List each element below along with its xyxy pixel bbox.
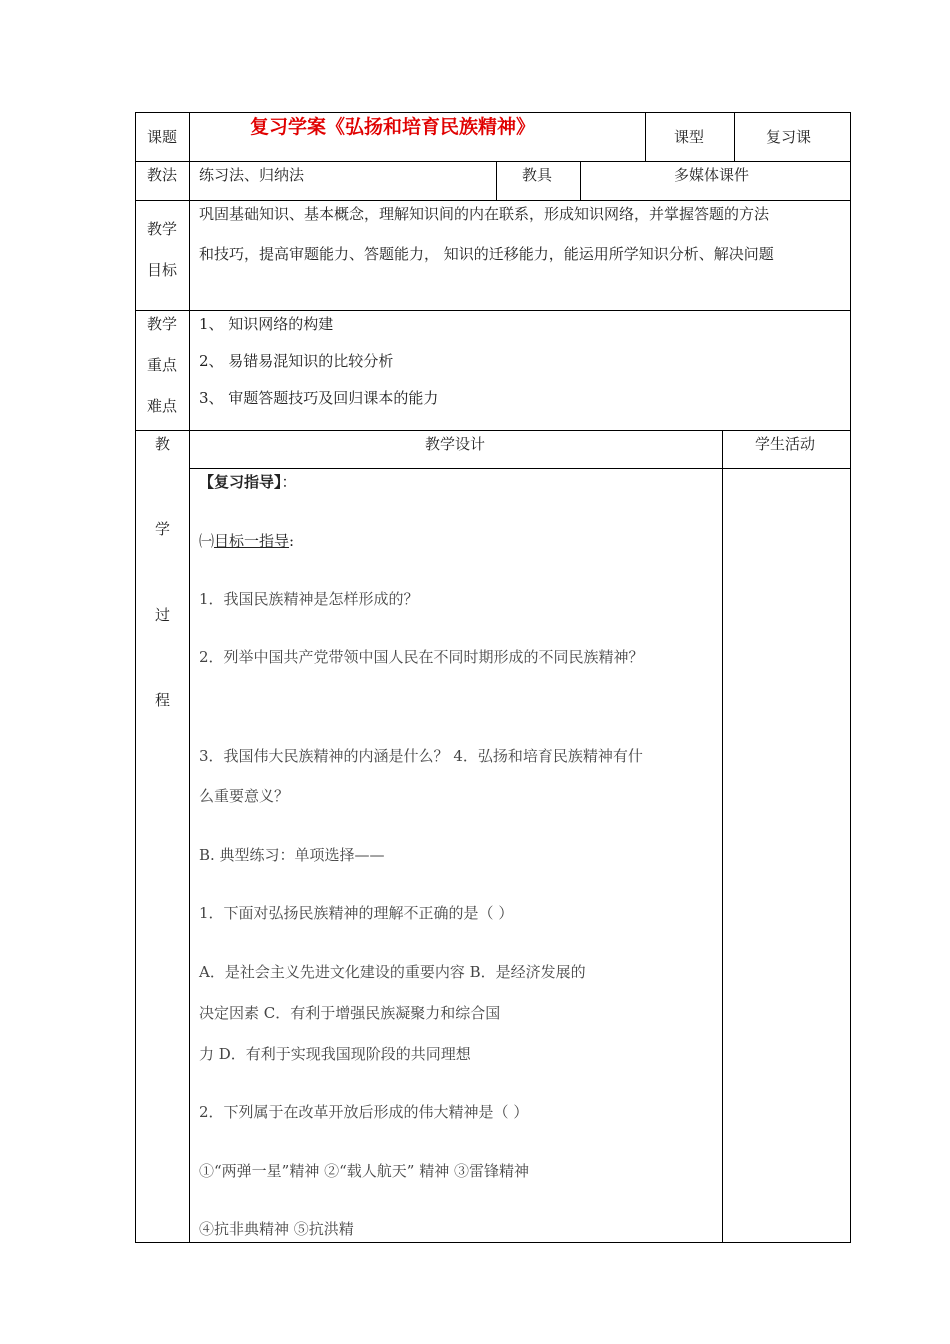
process-label-char: 程 <box>155 691 171 709</box>
method-label: 教法 <box>147 166 178 184</box>
process-label-char: 学 <box>155 520 171 538</box>
practice-q1: 1．下面对弘扬民族精神的理解不正确的是（ ） <box>199 904 514 922</box>
target-colon: : <box>289 532 295 550</box>
guide-colon: ： <box>281 473 297 491</box>
row-divider <box>135 161 851 162</box>
practice-q2-options-b: ④抗非典精神 ⑤抗洪精 <box>199 1220 354 1238</box>
process-label-char: 过 <box>155 606 171 624</box>
tools-value: 多媒体课件 <box>674 166 750 184</box>
process-label-char: 教 <box>155 435 171 453</box>
guide-heading: 【复习指导】 <box>199 473 282 491</box>
practice-q1-options-c: 力 D．有利于实现我国现阶段的共同理想 <box>199 1045 471 1063</box>
row-divider <box>135 430 851 431</box>
goals-line-1: 巩固基础知识、基本概念，理解知识间的内在联系，形成知识网络，并掌握答题的方法 <box>199 205 770 223</box>
goals-label-2: 目标 <box>147 261 178 279</box>
focus-item: 2、 易错易混知识的比较分析 <box>199 352 394 370</box>
target-prefix: ㈠ <box>199 532 215 550</box>
row-divider <box>189 468 851 469</box>
table-border-left <box>135 112 136 1243</box>
goals-label-1: 教学 <box>147 220 178 238</box>
focus-item: 3、 审题答题技巧及回归课本的能力 <box>199 389 439 407</box>
type-label: 课型 <box>674 128 705 146</box>
practice-heading: B. 典型练习：单项选择—— <box>199 846 385 864</box>
focus-label-3: 难点 <box>147 397 178 415</box>
guide-heading-line <box>199 475 297 490</box>
question-2: 2．列举中国共产党带领中国人民在不同时期形成的不同民族精神？ <box>199 648 644 666</box>
target-one-line <box>199 534 294 549</box>
type-value: 复习课 <box>766 128 812 146</box>
practice-q2-options-a: ①“两弹一星”精神 ②“载人航天” 精神 ③雷锋精神 <box>199 1162 529 1180</box>
row-divider <box>135 310 851 311</box>
col-divider <box>580 161 581 200</box>
practice-q2: 2．下列属于在改革开放后形成的伟大精神是（ ） <box>199 1103 529 1121</box>
target-one-title: 目标一指导 <box>214 532 290 550</box>
focus-label-1: 教学 <box>147 315 178 333</box>
col-divider <box>189 112 190 1243</box>
design-header: 教学设计 <box>425 435 486 453</box>
practice-q1-options-a: A．是社会主义先进文化建设的重要内容 B．是经济发展的 <box>199 963 586 981</box>
row-divider <box>135 200 851 201</box>
col-divider <box>496 161 497 200</box>
focus-item: 1、 知识网络的构建 <box>199 315 334 333</box>
question-4-cont: 么重要意义？ <box>199 787 290 805</box>
table-border-bottom <box>135 1242 851 1243</box>
focus-label-2: 重点 <box>147 356 178 374</box>
practice-q1-options-b: 决定因素 C．有利于增强民族凝聚力和综合国 <box>199 1004 501 1022</box>
question-1: 1．我国民族精神是怎样形成的？ <box>199 590 419 608</box>
goals-line-2: 和技巧，提高审题能力、答题能力， 知识的迁移能力，能运用所学知识分析、解决问题 <box>199 245 774 263</box>
col-divider <box>645 112 646 161</box>
col-divider <box>722 430 723 1243</box>
table-border-top <box>135 112 851 113</box>
col-divider <box>734 112 735 161</box>
student-activity-header: 学生活动 <box>755 435 816 453</box>
table-border-right <box>850 112 851 1243</box>
topic-label: 课题 <box>147 128 178 146</box>
page-title: 复习学案《弘扬和培育民族精神》 <box>250 116 536 138</box>
tools-label: 教具 <box>522 166 553 184</box>
method-value: 练习法、归纳法 <box>199 166 305 184</box>
question-3-4: 3．我国伟大民族精神的内涵是什么？ 4．弘扬和培育民族精神有什 <box>199 747 643 765</box>
